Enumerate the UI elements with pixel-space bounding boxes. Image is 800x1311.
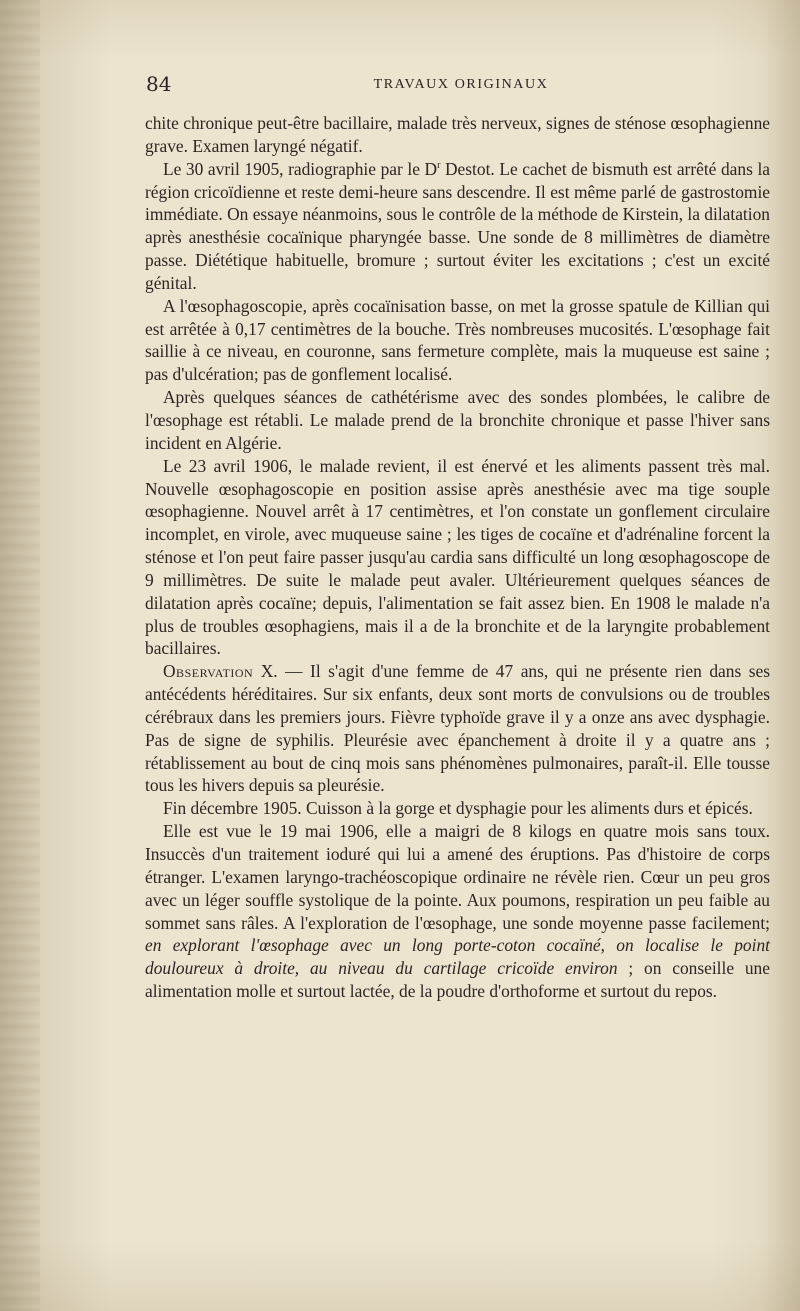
paragraph-text: Après quelques séances de cathétérisme avec des sondes plombées, le calibre de l'œsophage est rétabli. Le malade prend de la bronchite chronique et passe l'hiver sans incident en Algérie.: [145, 387, 770, 453]
running-title: TRAVAUX ORIGINAUX: [373, 77, 549, 92]
page-number: 84: [146, 72, 172, 96]
paragraph-text: ; on conseille une alimentation molle et surtout lactée, de la poudre d'orthoforme et surtout du repos.: [145, 958, 770, 1002]
paragraph-text: Le 23 avril 1906, le malade revient, il est énervé et les aliments passent très mal. Nouvelle œsophagoscopie en position assise après anesthésie avec ma tige souple œsophagienne. Nouvel arrêt à 17 centimètres, et l'on constate un gonflement circulaire incomplet, en virole, avec muqueuse saine ; les tiges de cocaïne et d'adrénaline forcent la sténose et l'on peut faire passer jusqu'au cardia sans difficulté un long œsophagoscope de 9 millimètres. De suite le malade peut avaler. Ultérieurement quelques séances de dilatation après cocaïne; depuis, l'alimentation se fait assez bien. En 1908 le malade n'a plus de troubles œsophagiens, mais il a de la bronchite et de la laryngite probablement bacillaires.: [145, 455, 770, 659]
observation-label: Observation: [163, 661, 254, 682]
paragraph: [145, 112, 770, 158]
paragraph: [145, 455, 770, 661]
italic-text: en explorant l'œsophage avec un long porte-coton cocaïné, on localise le point douloureux à droite, au niveau du cartilage cricoïde environ: [145, 935, 770, 979]
paragraph-text: Elle est vue le 19 mai 1906, elle a maigri de 8 kilogs en quatre mois sans toux. Insuccès d'un traitement ioduré qui lui a amené des éruptions. Pas d'histoire de corps étranger. L'examen laryngo-trachéoscopique ordinaire ne révèle rien. Cœur un peu gros avec un léger souffle systolique de la pointe. Aux poumons, respiration un peu faible au sommet sans râles. A l'exploration de l'œsophage, une sonde moyenne passe facilement;: [145, 821, 770, 933]
paragraph-text: chite chronique peut-être bacillaire, malade très nerveux, signes de sténose œsophagienne grave. Examen laryngé négatif.: [145, 113, 770, 156]
paragraph-text: Le 30 avril 1905, radiographie par le D: [163, 158, 438, 179]
superscript: r: [437, 159, 441, 171]
page-edge-shadow: [0, 0, 40, 1311]
paragraph: [145, 295, 770, 386]
paragraph: [145, 386, 770, 455]
paragraph-text: A l'œsophagoscopie, après cocaïnisation basse, on met la grosse spatule de Killian qui est arrêtée à 0,17 centimètres de la bouche. Très nombreuses mucosités. L'œsophage fait saillie à ce niveau, en couronne, sans fermeture complète, mais la muqueuse est saine ; pas d'ulcération; pas de gonflement localisé.: [145, 295, 770, 385]
page-header: [146, 72, 776, 100]
paragraph: [145, 660, 770, 797]
paragraph-text: Destot. Le cachet de bismuth est arrêté dans la région cricoïdienne et reste demi-heure sans descendre. Il est même parlé de gastrostomie immédiate. On essaye néanmoins, sous le contrôle de la méthode de Kirstein, la dilatation après anesthésie cocaïnique pharyngée basse. Une sonde de 8 millimètres de diamètre passe. Diététique habituelle, bromure ; surtout éviter les excitations ; c'est un excité génital.: [145, 158, 770, 293]
paragraph-text: Fin décembre 1905. Cuisson à la gorge et dysphagie pour les aliments durs et épicés.: [163, 798, 753, 819]
body-text: [145, 112, 770, 1003]
paragraph-text: X. — Il s'agit d'une femme de 47 ans, qui ne présente rien dans ses antécédents héréditaires. Sur six enfants, deux sont morts de convulsions ou de troubles cérébraux dans les premiers jours. Fièvre typhoïde grave il y a onze ans avec dysphagie. Pas de signe de syphilis. Pleurésie avec épanchement à droite il y a quatre ans ; rétablissement au bout de cinq mois sans phénomènes pulmonaires, paraît-il. Elle tousse tous les hivers depuis sa pleurésie.: [145, 661, 770, 796]
paragraph: [145, 797, 770, 820]
paragraph: [145, 158, 770, 295]
paragraph: [145, 820, 770, 1003]
